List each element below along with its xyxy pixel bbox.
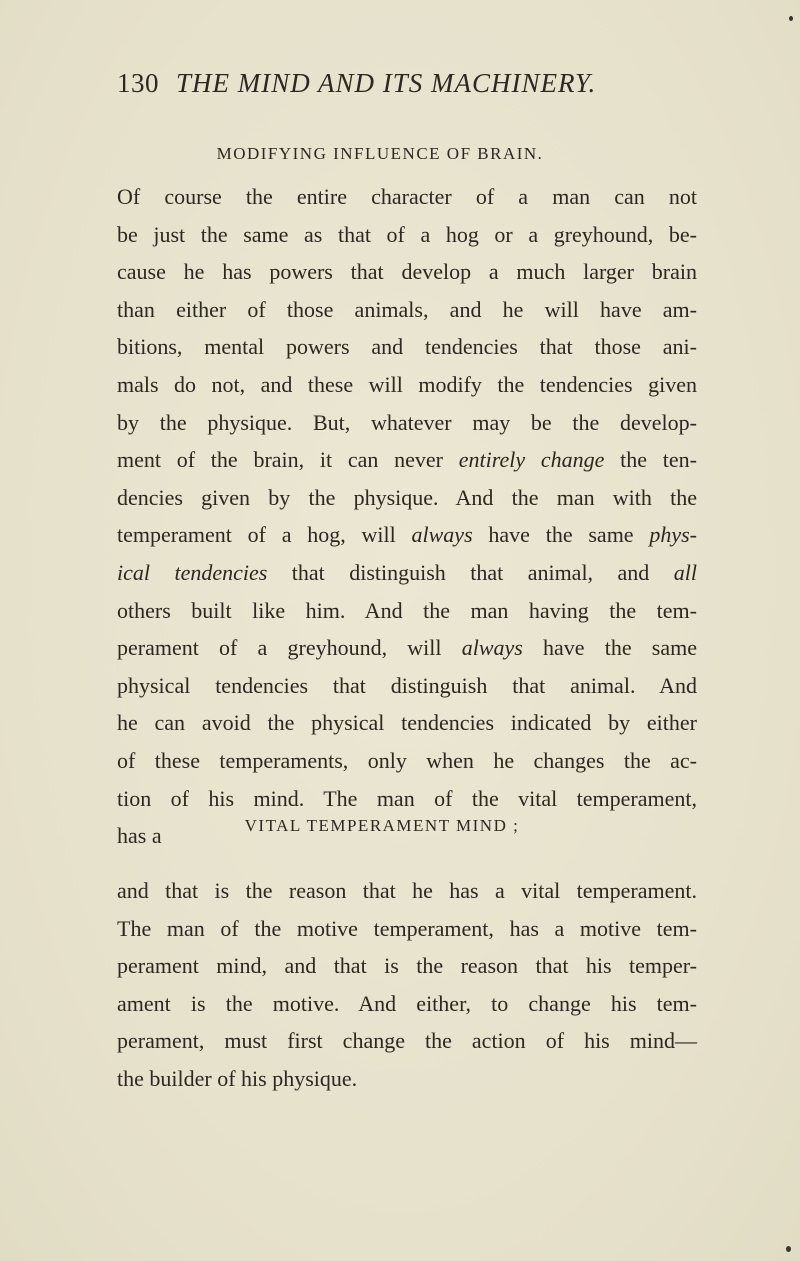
text-run: mals do not, and these will modify the tendencies given xyxy=(117,371,697,397)
text-line xyxy=(117,216,697,254)
italic-text: always xyxy=(411,522,473,548)
text-run: perament mind, and that is the reason that his temper- xyxy=(117,953,697,979)
text-run: he can avoid the physical tendencies indicated by either xyxy=(117,710,697,736)
text-line xyxy=(117,592,697,630)
inline-heading: VITAL TEMPERAMENT MIND ; xyxy=(244,816,520,835)
text-line xyxy=(117,1060,697,1098)
paper-speck xyxy=(789,16,793,21)
italic-text: ical tendencies xyxy=(117,559,268,585)
text-run: the ten- xyxy=(604,447,697,473)
text-line xyxy=(117,554,697,592)
text-run: tion of his mind. The man of the vital temperament, xyxy=(117,785,697,811)
text-line xyxy=(117,328,697,366)
text-line xyxy=(117,479,697,517)
running-head xyxy=(117,68,677,108)
text-run: by the physique. But, whatever may be the develop- xyxy=(117,409,697,435)
text-run: cause he has powers that develop a much larger brain xyxy=(117,259,697,285)
page-number: 130 xyxy=(117,68,159,98)
text-line xyxy=(117,178,697,216)
text-run: physical tendencies that distinguish that animal. And xyxy=(117,672,697,698)
section-heading: MODIFYING INFLUENCE OF BRAIN. xyxy=(216,144,544,163)
text-run: that distinguish that animal, and xyxy=(267,559,674,585)
text-line xyxy=(117,704,697,742)
text-run: ment of the brain, it can never xyxy=(117,447,459,473)
italic-text: entirely change xyxy=(458,447,605,473)
italic-text: always xyxy=(461,635,523,661)
text-run: than either of those animals, and he will have am- xyxy=(117,296,697,322)
running-title: THE MIND AND ITS MACHINERY. xyxy=(176,68,597,98)
text-run: Of course the entire character of a man can not xyxy=(117,184,697,209)
text-run: have the same xyxy=(472,522,650,548)
text-line xyxy=(117,910,697,948)
italic-text: phys- xyxy=(649,522,697,548)
text-line xyxy=(117,872,697,910)
paragraph-1 xyxy=(117,178,697,855)
text-run: temperament of a hog, will xyxy=(117,522,412,548)
text-run: be just the same as that of a hog or a greyhound, be- xyxy=(117,221,697,247)
text-run: perament of a greyhound, will xyxy=(117,635,462,661)
text-line xyxy=(117,366,697,404)
italic-text: all xyxy=(673,559,697,585)
text-line xyxy=(117,985,697,1023)
text-line xyxy=(117,1022,697,1060)
text-line xyxy=(117,291,697,329)
text-line xyxy=(117,947,697,985)
paper-speck xyxy=(786,1246,791,1252)
text-run: perament, must first change the action of his mind— xyxy=(117,1028,697,1054)
text-run: of these temperaments, only when he changes the ac- xyxy=(117,747,697,773)
text-line xyxy=(117,404,697,442)
text-run: bitions, mental powers and tendencies that those ani- xyxy=(117,334,697,360)
text-run: The man of the motive temperament, has a motive tem- xyxy=(117,915,697,941)
text-line xyxy=(117,780,697,818)
text-run: have the same xyxy=(522,635,697,661)
paragraph-2 xyxy=(117,872,697,1098)
text-run: has a xyxy=(117,823,162,849)
text-line xyxy=(117,253,697,291)
text-line xyxy=(117,742,697,780)
text-line xyxy=(117,516,697,554)
text-run: the builder of his physique. xyxy=(117,1065,358,1091)
text-run: and that is the reason that he has a vital temperament. xyxy=(117,878,697,903)
text-line xyxy=(117,667,697,705)
text-run: dencies given by the physique. And the man with the xyxy=(117,484,697,510)
text-run: ament is the motive. And either, to change his tem- xyxy=(117,990,697,1016)
text-line xyxy=(117,441,697,479)
text-run: others built like him. And the man having the tem- xyxy=(117,597,697,623)
text-line xyxy=(117,629,697,667)
